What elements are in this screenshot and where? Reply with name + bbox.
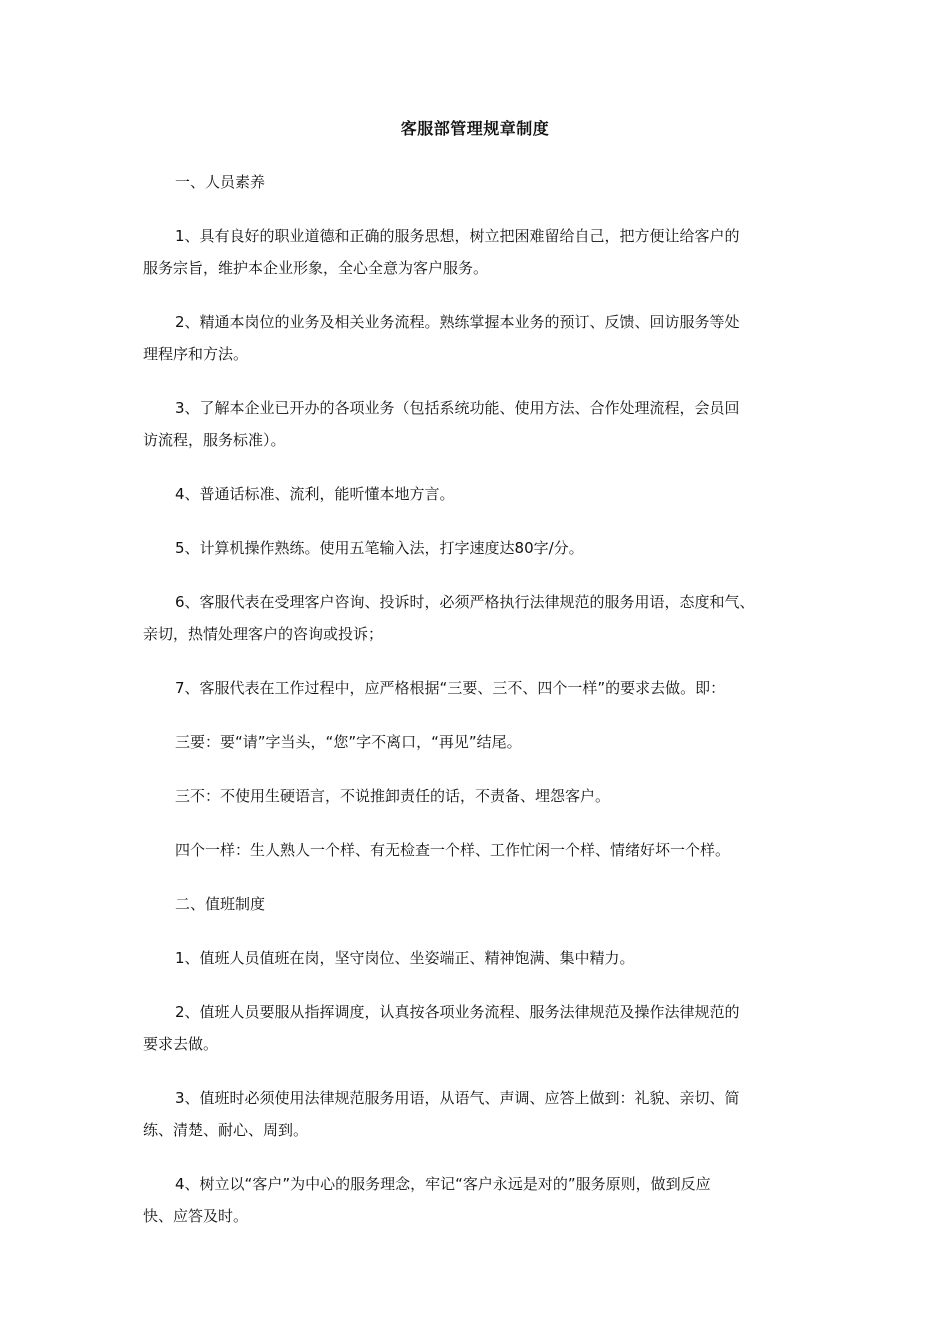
section-heading: 一、人员素养 xyxy=(175,173,266,191)
paragraph-line: 6、客服代表在受理客户咨询、投诉时，必须严格执行法律规范的服务用语，态度和气、 xyxy=(175,593,755,611)
paragraph-line: 四个一样：生人熟人一个样、有无检查一个样、工作忙闲一个样、情绪好坏一个样。 xyxy=(175,841,731,859)
paragraph-line: 要求去做。 xyxy=(143,1035,219,1053)
paragraph-line: 3、了解本企业已开办的各项业务（包括系统功能、使用方法、合作处理流程，会员回 xyxy=(175,399,740,417)
section-heading: 二、值班制度 xyxy=(175,895,266,913)
paragraph-line: 亲切，热情处理客户的咨询或投诉； xyxy=(143,625,384,643)
document-title: 客服部管理规章制度 xyxy=(400,119,550,138)
paragraph-line: 7、客服代表在工作过程中，应严格根据“三要、三不、四个一样”的要求去做。即： xyxy=(175,679,726,697)
paragraph-line: 1、值班人员值班在岗，坚守岗位、坐姿端正、精神饱满、集中精力。 xyxy=(175,949,635,967)
paragraph-line: 2、值班人员要服从指挥调度，认真按各项业务流程、服务法律规范及操作法律规范的 xyxy=(175,1003,740,1021)
paragraph-line: 三要：要“请”字当头，“您”字不离口，“再见”结尾。 xyxy=(175,733,522,751)
paragraph-line: 服务宗旨，维护本企业形象，全心全意为客户服务。 xyxy=(143,259,489,277)
paragraph-line: 5、计算机操作熟练。使用五笔输入法，打字速度达80字/分。 xyxy=(175,539,584,557)
paragraph-line: 访流程，服务标准）。 xyxy=(143,431,286,449)
paragraph-line: 4、普通话标准、流利，能听懂本地方言。 xyxy=(175,485,455,503)
paragraph-line: 练、清楚、耐心、周到。 xyxy=(143,1121,309,1139)
paragraph-line: 3、值班时必须使用法律规范服务用语，从语气、声调、应答上做到：礼貌、亲切、简 xyxy=(175,1089,740,1107)
paragraph-line: 理程序和方法。 xyxy=(143,345,249,363)
paragraph-line: 1、具有良好的职业道德和正确的服务思想，树立把困难留给自己，把方便让给客户的 xyxy=(175,227,740,245)
paragraph-line: 快、应答及时。 xyxy=(143,1207,249,1225)
paragraph-line: 2、精通本岗位的业务及相关业务流程。熟练掌握本业务的预订、反馈、回访服务等处 xyxy=(175,313,740,331)
paragraph-line: 三不：不使用生硬语言，不说推卸责任的话，不责备、埋怨客户。 xyxy=(175,787,611,805)
paragraph-line: 4、树立以“客户”为中心的服务理念，牢记“客户永远是对的”服务原则，做到反应 xyxy=(175,1175,711,1193)
